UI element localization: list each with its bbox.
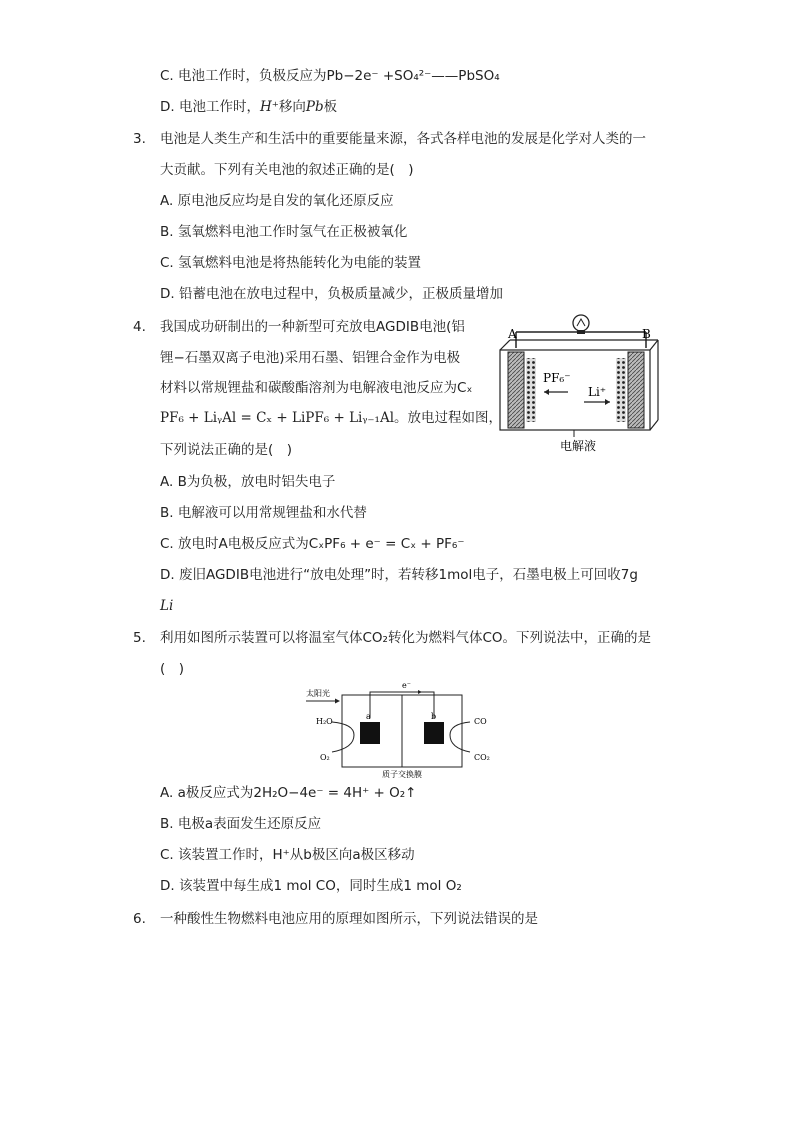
q6-number: 6. xyxy=(133,911,146,927)
q5-membrane-label: 质子交换膜 xyxy=(382,770,422,779)
q4-stem-line5: 下列说法正确的是( ) xyxy=(160,442,293,458)
q3-option-c: C. 氢氧燃料电池是将热能转化为电能的装置 xyxy=(160,255,422,271)
q4-anion-label: PF₆⁻ xyxy=(543,371,571,385)
q3-option-b: B. 氢氧燃料电池工作时氢气在正极被氧化 xyxy=(160,224,408,240)
q2-option-c-text: C. 电池工作时，负极反应为 xyxy=(160,68,327,84)
q4-number: 4. xyxy=(133,319,146,335)
lightbulb-icon xyxy=(573,315,589,334)
q4-stem-line3: 材料以常规锂盐和碳酸酯溶剂为电解液电池反应为Cₓ xyxy=(160,380,473,396)
q3-option-d: D. 铅蓄电池在放电过程中，负极质量减少，正极质量增加 xyxy=(160,286,503,302)
electrode-a xyxy=(360,722,380,744)
q5-device-diagram xyxy=(302,680,502,780)
q5-co2-label: CO₂ xyxy=(474,753,490,762)
q5-label-a: a xyxy=(366,712,371,721)
q5-stem-line2: ( ) xyxy=(160,661,185,677)
q5-co-label: CO xyxy=(474,717,487,726)
q4-electrolyte-label: 电解液 xyxy=(560,439,597,453)
q4-cation-label: Li⁺ xyxy=(588,385,607,399)
q4-label-a: A xyxy=(508,327,517,341)
q5-label-b: b xyxy=(431,712,437,721)
q5-number: 5. xyxy=(133,630,146,646)
q3-option-a: A. 原电池反应均是自发的氧化还原反应 xyxy=(160,193,394,209)
q3-stem-line2: 大贡献。下列有关电池的叙述正确的是( ) xyxy=(160,162,414,178)
electrode-b xyxy=(424,722,444,744)
q4-option-b: B. 电解液可以用常规锂盐和水代替 xyxy=(160,505,367,521)
q4-label-b: B xyxy=(642,327,651,341)
q5-electron-label: e⁻ xyxy=(402,681,411,690)
q4-option-d-line2: Li xyxy=(160,598,174,614)
q4-stem-line4: PF₆ + LiᵧAl = Cₓ + LiPF₆ + Liᵧ₋₁Al。放电过程如图， xyxy=(160,410,503,426)
arrow-right-icon xyxy=(306,699,340,704)
q5-right-flow xyxy=(450,722,470,752)
q2-option-d-ion: H⁺ xyxy=(259,99,279,115)
q5-option-a: A. a极反应式为2H₂O−4e⁻ = 4H⁺ + O₂↑ xyxy=(160,785,417,801)
q4-battery-diagram xyxy=(496,310,666,455)
anion-layer xyxy=(526,358,536,422)
q3-number: 3. xyxy=(133,131,146,147)
q5-o2-label: O₂ xyxy=(320,753,330,762)
q4-option-d-line1: D. 废旧AGDIB电池进行“放电处理”时，若转移1mol电子，石墨电极上可回收7g xyxy=(160,567,638,583)
q4-stem-line1: 我国成功研制出的一种新型可充放电AGDIB电池(铝 xyxy=(160,319,465,335)
q4-option-a: A. B为负极，放电时铝失电子 xyxy=(160,474,336,490)
q2-option-d-suffix: 板 xyxy=(323,99,338,115)
q2-option-d-electrode: Pb xyxy=(305,99,324,115)
q5-sunlight-label: 太阳光 xyxy=(306,689,330,698)
q4-option-c: C. 放电时A电极反应式为CₓPF₆ + e⁻ = Cₓ + PF₆⁻ xyxy=(160,536,465,552)
arrow-right-icon xyxy=(584,399,610,405)
q2-option-d-text: D. 电池工作时， xyxy=(160,99,260,115)
q5-option-b: B. 电极a表面发生还原反应 xyxy=(160,816,322,832)
q6-stem-line1: 一种酸性生物燃料电池应用的原理如图所示，下列说法错误的是 xyxy=(160,911,538,927)
arrow-left-icon xyxy=(544,389,568,395)
q5-option-c: C. 该装置工作时，H⁺从b极区向a极区移动 xyxy=(160,847,415,863)
q2-option-c-formula: Pb−2e⁻ +SO₄²⁻——PbSO₄ xyxy=(326,68,500,84)
q5-option-d: D. 该装置中每生成1 mol CO，同时生成1 mol O₂ xyxy=(160,878,462,894)
q5-stem-line1: 利用如图所示装置可以将温室气体CO₂转化为燃料气体CO。下列说法中，正确的是 xyxy=(160,630,652,646)
q5-left-flow xyxy=(332,722,354,752)
electrode-b xyxy=(628,352,644,428)
q5-h2o-label: H₂O xyxy=(316,717,333,726)
q2-option-d-mid: 移向 xyxy=(278,99,306,115)
electrode-a xyxy=(508,352,524,428)
q2-option-c xyxy=(160,66,500,86)
cation-layer xyxy=(616,358,626,422)
arrow-right-icon xyxy=(404,690,422,694)
q3-stem-line1: 电池是人类生产和生活中的重要能量来源，各式各样电池的发展是化学对人类的一 xyxy=(160,131,646,147)
q2-option-d xyxy=(160,97,337,117)
q4-stem-line2: 锂−石墨双离子电池)采用石墨、铝锂合金作为电极 xyxy=(160,350,461,366)
